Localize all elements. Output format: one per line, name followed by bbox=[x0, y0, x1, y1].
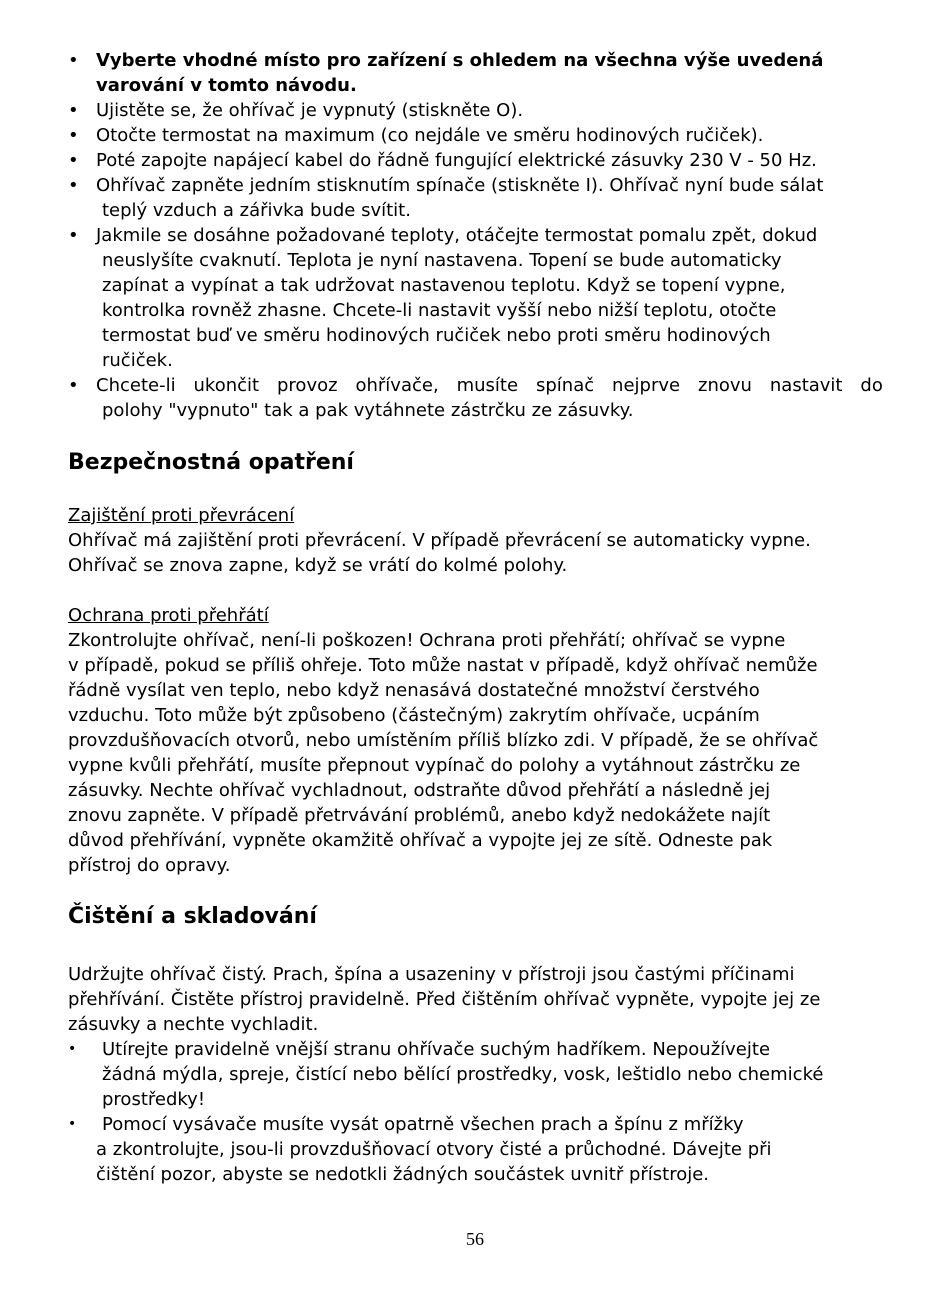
list-item-line: ručiček. bbox=[102, 350, 173, 371]
paragraph-line: Zkontrolujte ohřívač, není-li poškozen! Ochrana proti přehřátí; ohřívač se vypne bbox=[68, 630, 786, 651]
list-item-line: • Utírejte pravidelně vnější stranu ohřívače suchým hadříkem. Nepoužívejte bbox=[102, 1039, 771, 1060]
word: musíte bbox=[456, 375, 519, 396]
list-item-line: • Vyberte vhodné místo pro zařízení s ohledem na všechna výše uvedená bbox=[96, 50, 824, 71]
cleaning-intro bbox=[68, 962, 883, 1037]
paragraph-line: provzdušňovacích otvorů, nebo umístěním příliš blízko zdi. V případě, že se ohřívač bbox=[68, 730, 819, 751]
word: nastavit bbox=[769, 375, 843, 396]
list-item bbox=[68, 1112, 883, 1187]
paragraph-line: důvod přehřívání, vypněte okamžitě ohřívač a vypojte jej ze sítě. Odneste pak bbox=[68, 830, 773, 851]
paragraph-line: zásuvky a nechte vychladit. bbox=[68, 1014, 319, 1035]
list-item bbox=[68, 48, 883, 98]
document-page bbox=[68, 48, 883, 1187]
list-item-line: termostat buď ve směru hodinových ručiček nebo proti směru hodinových bbox=[102, 325, 771, 346]
word: ohřívače, bbox=[355, 375, 439, 396]
list-item-line: polohy "vypnuto" tak a pak vytáhnete zástrčku ze zásuvky. bbox=[102, 400, 634, 421]
list-item-line: • Pomocí vysávače musíte vysát opatrně všechen prach a špínu z mřížky bbox=[102, 1114, 744, 1135]
list-item-line: a zkontrolujte, jsou-li provzdušňovací otvory čisté a průchodné. Dávejte při bbox=[96, 1139, 772, 1160]
list-item-line: neuslyšíte cvaknutí. Teplota je nyní nastavena. Topení se bude automaticky bbox=[102, 250, 782, 271]
list-item-line: • Otočte termostat na maximum (co nejdále ve směru hodinových ručiček). bbox=[96, 125, 764, 146]
word: ukončit bbox=[193, 375, 260, 396]
list-item bbox=[68, 373, 883, 423]
section-heading-cleaning: Čištění a skladování bbox=[68, 904, 317, 929]
paragraph-line: zásuvky. Nechte ohřívač vychladnout, odstraňte důvod přehřátí a následně jej bbox=[68, 780, 771, 801]
word: spínač bbox=[535, 375, 595, 396]
paragraph-line: vypne kvůli přehřátí, musíte přepnout vypínač do polohy a vytáhnout zástrčku ze bbox=[68, 755, 801, 776]
paragraph-line: přístroj do opravy. bbox=[68, 855, 231, 876]
word: provoz bbox=[277, 375, 338, 396]
list-item-line: zapínat a vypínat a tak udržovat nastavenou teplotu. Když se topení vypne, bbox=[102, 275, 786, 296]
word: • Chcete-li bbox=[96, 375, 176, 396]
subheading-tip-over: Zajištění proti převrácení bbox=[68, 505, 295, 526]
overheat-paragraph bbox=[68, 628, 883, 878]
list-item-line-justified bbox=[96, 373, 883, 398]
list-item bbox=[68, 223, 883, 373]
paragraph-line: Ohřívač se znova zapne, když se vrátí do kolmé polohy. bbox=[68, 555, 568, 576]
paragraph-line: Udržujte ohřívač čistý. Prach, špína a usazeniny v přístroji jsou častými příčinami bbox=[68, 964, 795, 985]
subheading-overheat: Ochrana proti přehřátí bbox=[68, 605, 269, 626]
list-item-line: varování v tomto návodu. bbox=[96, 75, 357, 96]
list-item bbox=[68, 173, 883, 223]
list-item-line: • Ohřívač zapněte jedním stisknutím spínače (stiskněte I). Ohřívač nyní bude sálat bbox=[96, 175, 824, 196]
list-item bbox=[68, 123, 883, 148]
paragraph-line: v případě, pokud se příliš ohřeje. Toto může nastat v případě, když ohřívač nemůže bbox=[68, 655, 818, 676]
section-heading-safety: Bezpečnostná opatření bbox=[68, 450, 354, 475]
list-item bbox=[68, 1037, 883, 1112]
word: znovu bbox=[698, 375, 752, 396]
paragraph-line: znovu zapněte. V případě přetrvávání problémů, anebo když nedokážete najít bbox=[68, 805, 771, 826]
instruction-list bbox=[68, 48, 883, 423]
list-item-line: • Jakmile se dosáhne požadované teploty, otáčejte termostat pomalu zpět, dokud bbox=[96, 225, 818, 246]
list-item-line: čištění pozor, abyste se nedotkli žádných součástek uvnitř přístroje. bbox=[96, 1164, 710, 1185]
list-item-line: kontrolka rovněž zhasne. Chcete-li nastavit vyšší nebo nižší teplotu, otočte bbox=[102, 300, 777, 321]
list-item-line: teplý vzduch a zářivka bude svítit. bbox=[102, 200, 411, 221]
paragraph-line: vzduchu. Toto může být způsobeno (částečným) zakrytím ohřívače, ucpáním bbox=[68, 705, 760, 726]
paragraph-line: Ohřívač má zajištění proti převrácení. V případě převrácení se automaticky vypne. bbox=[68, 530, 811, 551]
list-item-line: prostředky! bbox=[102, 1089, 206, 1110]
list-item-line: žádná mýdla, spreje, čistící nebo bělící prostředky, vosk, leštidlo nebo chemické bbox=[102, 1064, 824, 1085]
cleaning-list bbox=[68, 1037, 883, 1187]
word: nejprve bbox=[612, 375, 681, 396]
paragraph-line: přehřívání. Čistěte přístroj pravidelně. Před čištěním ohřívač vypněte, vypojte jej ze bbox=[68, 989, 821, 1010]
list-item bbox=[68, 98, 883, 123]
list-item-line: • Poté zapojte napájecí kabel do řádně fungující elektrické zásuvky 230 V - 50 Hz. bbox=[96, 150, 817, 171]
list-item-line: • Ujistěte se, že ohřívač je vypnutý (stiskněte O). bbox=[96, 100, 524, 121]
list-item bbox=[68, 148, 883, 173]
paragraph-line: řádně vysílat ven teplo, nebo když nenasává dostatečné množství čerstvého bbox=[68, 680, 760, 701]
word: do bbox=[860, 375, 883, 396]
page-number: 56 bbox=[466, 1229, 484, 1249]
